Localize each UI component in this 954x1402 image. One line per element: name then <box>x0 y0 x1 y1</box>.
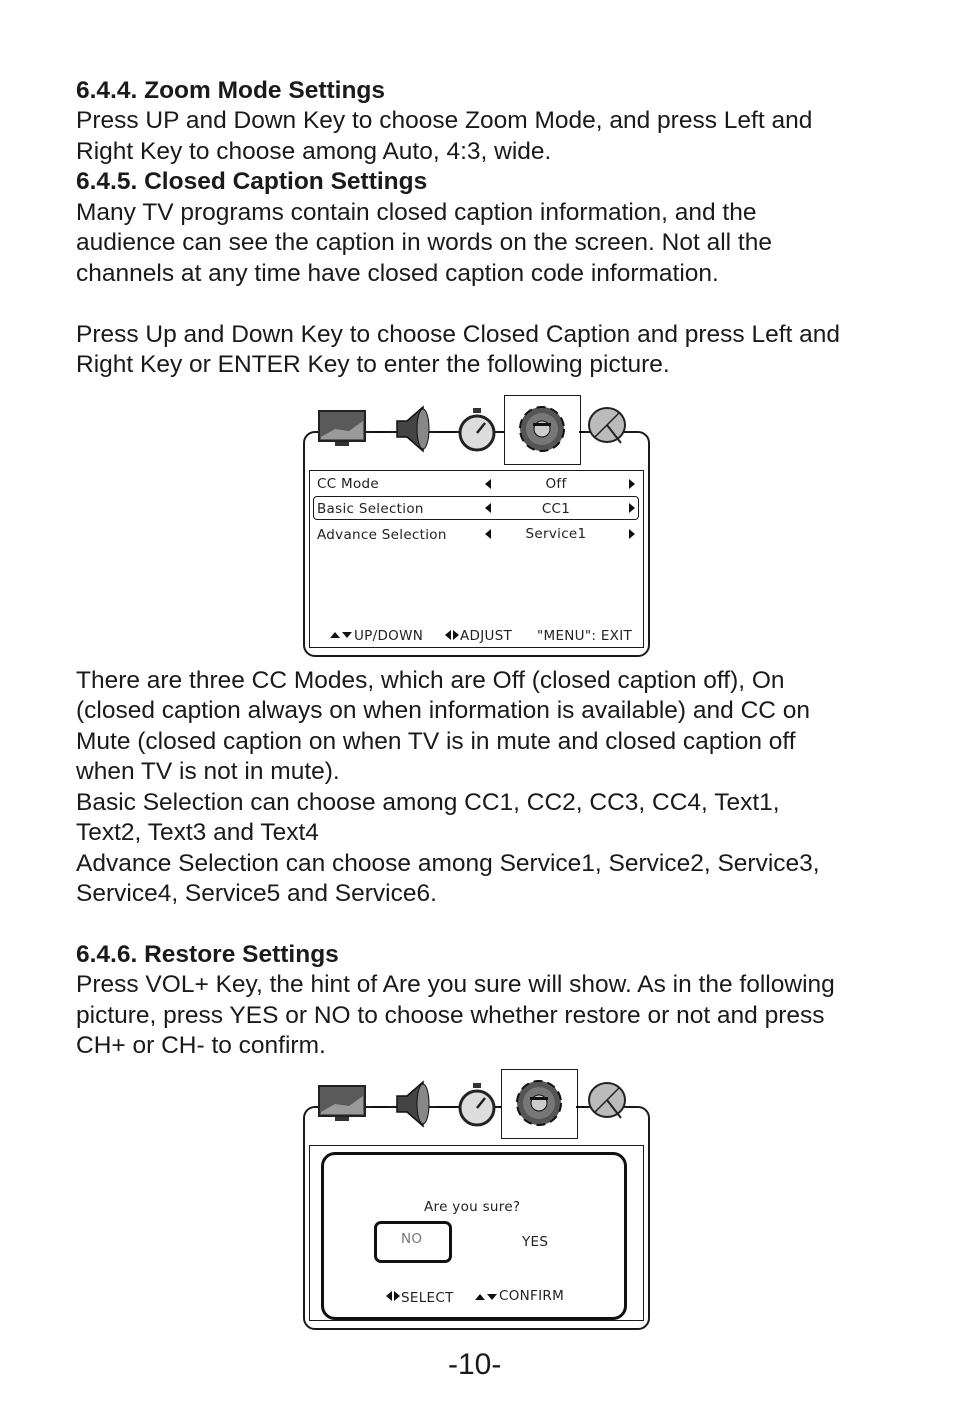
cc-desc-2: (closed caption always on when information is available) and CC on <box>76 697 811 724</box>
cc-heading: 6.4.5. Closed Caption Settings <box>76 168 428 195</box>
restore-line-1: Press VOL+ Key, the hint of Are you sure will show. As in the following <box>76 971 835 998</box>
zoom-heading: 6.4.4. Zoom Mode Settings <box>76 77 386 104</box>
gear-icon <box>508 1075 570 1131</box>
cc-line-4: Press Up and Down Key to choose Closed Caption and press Left and <box>76 321 841 348</box>
left-right-icon <box>386 1291 400 1301</box>
cc-desc-7: Advance Selection can choose among Service1, Service2, Service3, <box>76 850 820 877</box>
advance-selection-value: Service1 <box>525 526 587 542</box>
tv-icon <box>315 1082 371 1126</box>
speaker-icon <box>389 401 435 457</box>
timer-icon <box>455 407 499 453</box>
page-number: -10- <box>448 1348 502 1381</box>
cc-line-1: Many TV programs contain closed caption information, and the <box>76 199 757 226</box>
basic-selection-value: CC1 <box>541 501 571 517</box>
restore-osd-screen <box>303 1068 650 1332</box>
footer-adjust: ADJUST <box>460 628 513 644</box>
cc-desc-5: Basic Selection can choose among CC1, CC2, CC3, CC4, Text1, <box>76 789 780 816</box>
basic-selection-label: Basic Selection <box>317 501 424 517</box>
up-down-icon <box>474 1292 498 1302</box>
restore-line-2: picture, press YES or NO to choose whether restore or not and press <box>76 1002 825 1029</box>
cc-desc-8: Service4, Service5 and Service6. <box>76 880 437 907</box>
cc-mode-value: Off <box>545 476 567 492</box>
up-down-icon <box>329 630 353 640</box>
cc-desc-1: There are three CC Modes, which are Off (closed caption off), On <box>76 667 785 694</box>
right-arrow-icon[interactable] <box>629 503 635 513</box>
left-right-icon <box>445 630 459 640</box>
footer-updown: UP/DOWN <box>354 628 424 644</box>
satellite-dish-icon <box>585 403 635 453</box>
cc-mode-label: CC Mode <box>317 476 380 492</box>
left-arrow-icon[interactable] <box>485 503 491 513</box>
confirm-question: Are you sure? <box>424 1199 521 1215</box>
restore-heading: 6.4.6. Restore Settings <box>76 941 339 968</box>
cc-desc-3: Mute (closed caption on when TV is in mute and closed caption off <box>76 728 796 755</box>
left-arrow-icon[interactable] <box>485 479 491 489</box>
no-label: NO <box>401 1231 423 1247</box>
timer-icon <box>455 1082 499 1128</box>
speaker-icon <box>389 1076 435 1132</box>
satellite-dish-icon <box>585 1078 635 1128</box>
gear-icon <box>511 401 573 457</box>
right-arrow-icon[interactable] <box>629 529 635 539</box>
cc-line-2: audience can see the caption in words on the screen. Not all the <box>76 229 772 256</box>
cc-line-3: channels at any time have closed caption code information. <box>76 260 719 287</box>
right-arrow-icon[interactable] <box>629 479 635 489</box>
restore-line-3: CH+ or CH- to confirm. <box>76 1032 326 1059</box>
tv-icon <box>315 407 371 451</box>
confirm-hint: CONFIRM <box>499 1288 565 1304</box>
select-hint: SELECT <box>401 1290 454 1306</box>
zoom-line-1: Press UP and Down Key to choose Zoom Mode, and press Left and <box>76 107 813 134</box>
zoom-line-2: Right Key to choose among Auto, 4:3, wide. <box>76 138 552 165</box>
cc-desc-6: Text2, Text3 and Text4 <box>76 819 319 846</box>
cc-line-5: Right Key or ENTER Key to enter the following picture. <box>76 351 670 378</box>
yes-button[interactable]: YES <box>522 1234 549 1250</box>
cc-osd-screen <box>303 395 650 657</box>
advance-selection-label: Advance Selection <box>317 527 447 543</box>
footer-exit: "MENU": EXIT <box>537 628 633 644</box>
left-arrow-icon[interactable] <box>485 529 491 539</box>
cc-desc-4: when TV is not in mute). <box>76 758 340 785</box>
